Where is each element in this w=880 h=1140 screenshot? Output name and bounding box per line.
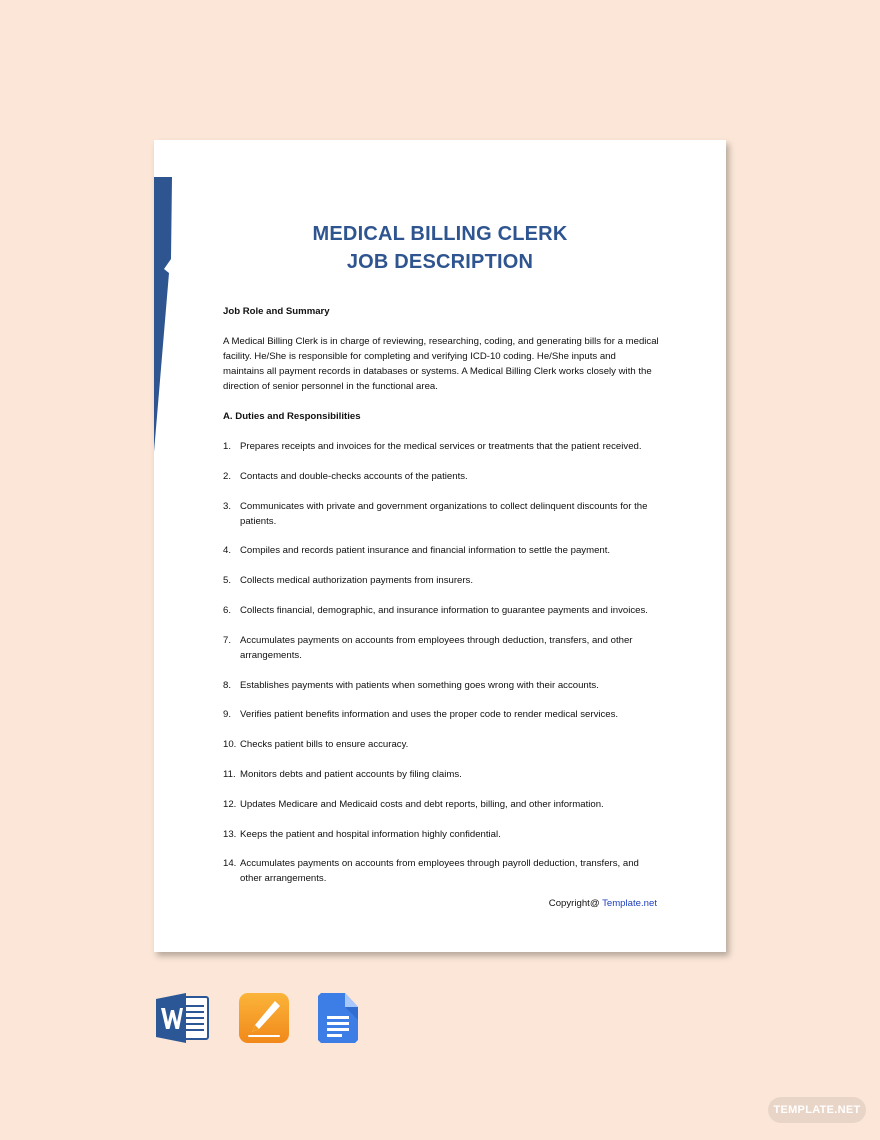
item-number: 13. [223, 828, 237, 840]
item-number: 5. [223, 575, 232, 587]
item-number: 4. [223, 545, 232, 557]
item-number: 6. [223, 604, 232, 616]
item-text: Compiles and records patient insurance and financial information to settle the payment. [240, 545, 611, 557]
list-item [223, 469, 659, 484]
item-text: Updates Medicare and Medicaid costs and debt reports, billing, and other information. [240, 798, 604, 810]
item-number: 3. [223, 500, 232, 512]
blue-accent-stripe [154, 177, 172, 452]
copyright-line [549, 898, 657, 909]
list-item [223, 737, 659, 752]
item-number: 11. [223, 768, 236, 780]
duties-list [223, 439, 659, 886]
item-text: Accumulates payments on accounts from employees through payroll deduction, transfers, and other arrangements. [240, 858, 639, 885]
list-item [223, 707, 659, 722]
list-item [223, 499, 659, 529]
copyright-label: Copyright@ [548, 898, 603, 909]
item-text: Keeps the patient and hospital information highly confidential. [240, 828, 501, 840]
copyright-link[interactable]: Template.net [602, 898, 657, 909]
list-item [223, 797, 659, 812]
duties-heading: A. Duties and Responsibilities [223, 411, 361, 422]
item-number: 10. [223, 739, 237, 751]
document-page [154, 140, 726, 952]
list-item [223, 603, 659, 618]
section-heading: Job Role and Summary [223, 306, 330, 317]
summary-paragraph: A Medical Billing Clerk is in charge of reviewing, researching, coding, and generating bills for a medical facility. He/She is responsible for completing and verifying ICD-10 coding. He/She inputs and maintains all payment records in databases or systems. A Medical Billing Clerk works closely with the direction of senior personnel in the functional area. [223, 336, 659, 392]
list-item [223, 767, 659, 782]
item-text: Verifies patient benefits information and uses the proper code to render medical services. [240, 709, 619, 721]
google-docs-icon[interactable] [318, 993, 358, 1043]
list-item [223, 573, 659, 588]
item-text: Accumulates payments on accounts from employees through deduction, transfers, and other arrangements. [240, 634, 633, 661]
word-icon[interactable] [156, 993, 210, 1043]
list-item [223, 856, 659, 886]
pages-icon[interactable] [239, 993, 289, 1043]
list-item [223, 543, 659, 558]
item-number: 2. [223, 470, 232, 482]
list-item [223, 439, 659, 454]
item-number: 7. [223, 634, 232, 646]
item-text: Communicates with private and government organizations to collect delinquent discounts for the patients. [240, 500, 648, 527]
item-number: 14. [223, 858, 237, 870]
item-number: 12. [223, 798, 237, 810]
list-item [223, 827, 659, 842]
item-number: 1. [223, 441, 232, 452]
item-text: Contacts and double-checks accounts of the patients. [240, 470, 468, 482]
item-text: Prepares receipts and invoices for the medical services or treatments that the patient received. [240, 441, 642, 452]
item-number: 9. [223, 709, 232, 721]
list-item [223, 678, 659, 693]
document-title [154, 220, 726, 276]
watermark-badge[interactable]: TEMPLATE.NET [768, 1097, 866, 1123]
title-line-2: JOB DESCRIPTION [346, 251, 534, 273]
document-body [223, 304, 659, 901]
item-text: Monitors debts and patient accounts by filing claims. [240, 768, 462, 780]
item-number: 8. [223, 679, 232, 691]
item-text: Collects financial, demographic, and insurance information to guarantee payments and invoices. [240, 604, 648, 616]
title-line-1: MEDICAL BILLING CLERK [312, 223, 568, 245]
item-text: Checks patient bills to ensure accuracy. [240, 739, 409, 751]
item-text: Collects medical authorization payments from insurers. [240, 575, 474, 587]
item-text: Establishes payments with patients when something goes wrong with their accounts. [240, 679, 599, 691]
list-item [223, 633, 659, 663]
